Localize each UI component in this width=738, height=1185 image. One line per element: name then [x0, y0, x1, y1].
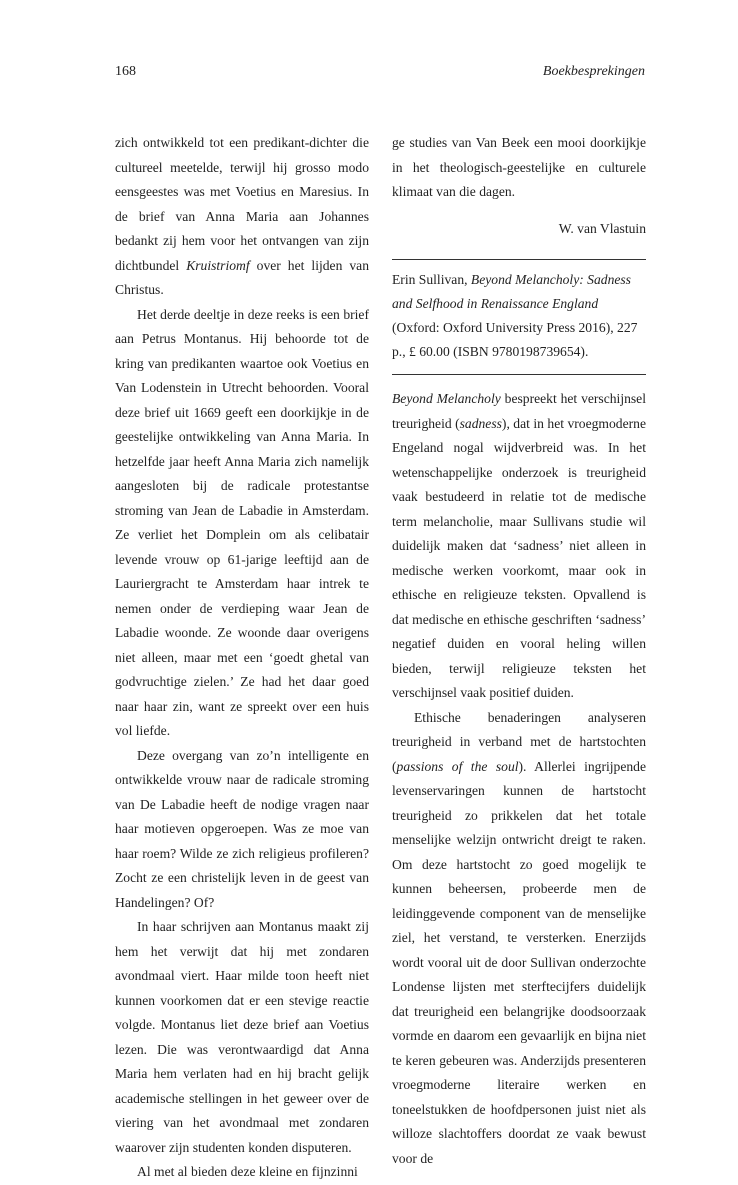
reviewer-signature: W. van Vlastuin	[558, 220, 646, 236]
page-header	[115, 64, 645, 86]
paragraph: zich ontwikkeld tot een predikant-dichter die cultureel meetelde, terwijl hij grosso modo eensgeestes was met Voetius en Maresius. In de brief van Anna Maria aan Johannes bedankt zij hem voor het ontvangen van zijn dichtbundel Kruistriomf over het lijden van Christus.	[115, 135, 369, 297]
running-title: Boekbesprekingen	[542, 64, 645, 79]
page-number: 168	[115, 64, 136, 79]
right-column	[392, 131, 646, 1171]
paragraph: Beyond Melancholy bespreekt het verschijnsel treurigheid (sadness), dat in het vroegmoderne Engeland nogal wijdverbreid was. In het wetenschappelijke onderzoek is treurigheid vaak bestudeerd in relatie tot de medische term melancholie, maar Sullivans studie wil duidelijk maken dat ‘sadness’ niet alleen in medische werken voorkomt, maar ook in ethische en religieuze teksten. Opvallend is dat medische en ethische geschriften ‘sadness’ negatief duiden en vooral heling willen bieden, terwijl religieuze teksten het verschijnsel vaak positief duiden.	[392, 391, 646, 700]
paragraph: Deze overgang van zo’n intelligente en ontwikkelde vrouw naar de radicale stroming van De Labadie heeft de nodige vragen naar haar motieven opgeroepen. Was ze moe van haar roem? Wilde ze zich religieus profileren? Zocht ze een christelijk leven in de geest van Handelingen? Of?	[115, 747, 369, 910]
paragraph: Het derde deeltje in deze reeks is een brief aan Petrus Montanus. Hij behoorde tot de kring van predikanten waartoe ook Voetius en Van Lodenstein in Utrecht behoorden. Vooral deze brief uit 1669 geeft een doorkijkje in de geestelijke ontwikkeling van Anna Maria. In hetzelfde jaar heeft Anna Maria zich namelijk aangesloten bij de radicale protestantse stroming van Jean de Labadie in Amsterdam. Ze verliet het Domplein om als celibatair levende vrouw op 61-jarige leeftijd aan de Lauriergracht te Amsterdam haar intrek te nemen onder de verdieping waar Jean de Labadie woonde. Ze woonde daar overigens niet alleen, maar met een ‘goedt ghetal van godvruchtige zielen.’ Ze had het daar goed naar haar zin, want ze spreekt over een huis vol liefde.	[115, 306, 369, 738]
book-author: Erin Sullivan,	[392, 272, 471, 287]
left-column	[115, 131, 369, 1185]
book-title-italic: Kruistriomf	[186, 257, 250, 273]
book-reference	[392, 260, 646, 374]
book-title: Beyond Melancholy: Sadness and Selfhood in Renaissance England	[392, 272, 631, 311]
book-details: (Oxford: Oxford University Press 2016), 227 p., £ 60.00 (ISBN 9780198739654).	[392, 320, 638, 359]
paragraph: In haar schrijven aan Montanus maakt zij hem het verwijt dat hij met zondaren avondmaal viert. Haar milde toon heeft niet kunnen voorkomen dat er een stevige reactie volgde. Montanus liet deze brief aan Voetius lezen. Die was verontwaardigd dat Anna Maria hem verlaten had en hij bracht gelijk academische stellingen in het geweer over de viering van het avondmaal met zondaren waarover zijn studenten konden disputeren.	[115, 919, 369, 1155]
paragraph: Ethische benaderingen analyseren treurigheid in verband met de hartstochten (passions of the soul). Allerlei ingrijpende levenservaringen kunnen de hartstocht treurigheid zo prikkelen dat het totale menselijke welzijn ontwricht dreigt te raken. Om deze hartstocht zo goed mogelijk te kunnen beheersen, probeerde men de leidinggevende component van de menselijke ziel, het verstand, te versterken. Enerzijds wordt vooral uit de door Sullivan onderzochte Londense lijsten met sterftecijfers duidelijk dat treurigheid een belangrijke doodsoorzaak vormde en daarom een gevaarlijk en bijna niet te keren gebeuren was. Anderzijds presenteren vroegmoderne literaire werken en toneelstukken de hoofdpersonen juist niet als willoze slachtoffers doordat ze vaak bewust voor de	[392, 709, 646, 1166]
paragraph: ge studies van Van Beek een mooi doorkijkje in het theologisch-geestelijke en culturele klimaat van die dagen.	[392, 135, 646, 199]
paragraph: Al met al bieden deze kleine en fijnzinni	[137, 1164, 358, 1179]
